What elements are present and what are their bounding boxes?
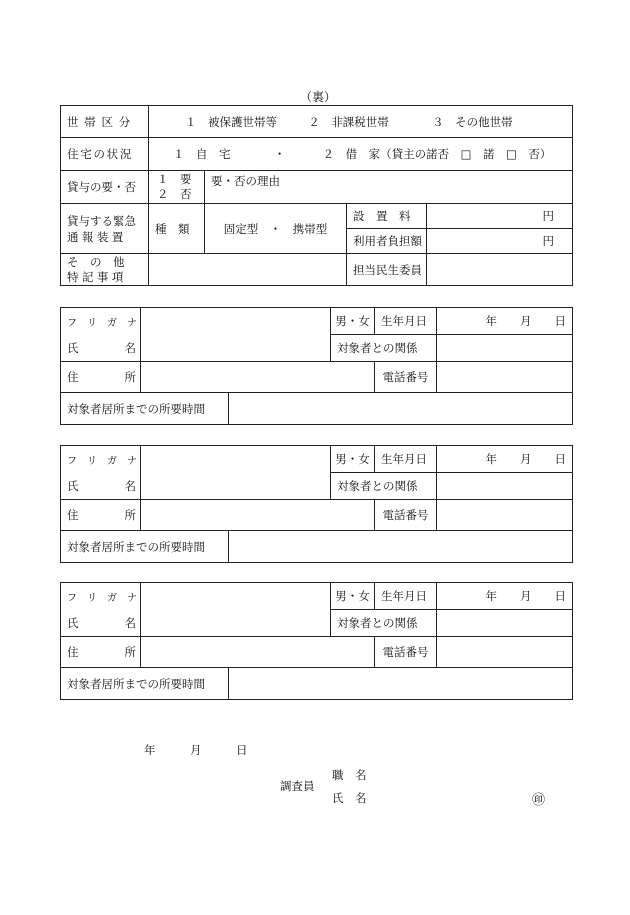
loan-reason-label: 要・否の理由: [211, 174, 280, 188]
name-value: [141, 583, 331, 637]
address-label: 住 所: [61, 362, 141, 393]
household-category-options: [149, 106, 573, 138]
name-sign-label: 氏 名: [332, 791, 367, 805]
household-info-table: [60, 105, 573, 286]
birth-value: 年 月 日: [437, 583, 573, 610]
phone-label: 電話番号: [375, 637, 437, 668]
name-value: [141, 308, 331, 362]
loan-need-label: 貸与の要・否: [61, 171, 149, 204]
address-value: [141, 637, 375, 668]
user-burden-label: 利用者負担額: [347, 229, 427, 254]
household-category-label: 世帯区分: [61, 106, 149, 138]
housing-status-options: [149, 138, 573, 171]
device-type-label: 種 類: [149, 204, 205, 254]
household-option-nontaxable: ２ 非課税世帯: [308, 114, 389, 129]
birth-value: 年 月 日: [437, 308, 573, 335]
sex-label: 男・女: [331, 446, 375, 473]
page-label: （裏）: [300, 90, 337, 104]
loan-reason-cell: [205, 171, 573, 204]
contact-table-1: [60, 307, 573, 425]
user-burden-unit: 円: [427, 229, 573, 254]
other-notes-label: そ の 他 特記事項: [61, 254, 149, 286]
phone-value: [437, 362, 573, 393]
name-label: 氏 名: [61, 610, 141, 637]
relation-label: 対象者との関係: [331, 335, 437, 362]
emergency-device-label: 貸与する緊急 通報装置: [61, 204, 149, 254]
furigana-label: フ リ ガ ナ: [61, 308, 141, 335]
commissioner-value: [427, 254, 573, 286]
travel-time-value: [229, 393, 573, 425]
address-value: [141, 362, 375, 393]
phone-label: 電話番号: [375, 500, 437, 531]
install-fee-label: 設 置 料: [347, 204, 427, 229]
household-option-other: ３ その他世帯: [432, 114, 513, 129]
address-value: [141, 500, 375, 531]
phone-value: [437, 637, 573, 668]
birth-label: 生年月日: [375, 308, 437, 335]
contact-table-2: [60, 445, 573, 563]
loan-option-yes: １ 要: [157, 172, 192, 186]
travel-time-label: 対象者居所までの所要時間: [61, 393, 229, 425]
title-label: 職 名: [332, 768, 367, 782]
footer-date: 年 月 日: [144, 743, 248, 757]
other-notes-value: [149, 254, 347, 286]
phone-label: 電話番号: [375, 362, 437, 393]
furigana-label: フ リ ガ ナ: [61, 446, 141, 473]
relation-value: [437, 335, 573, 362]
birth-value: 年 月 日: [437, 446, 573, 473]
relation-value: [437, 473, 573, 500]
housing-status-label: 住宅の状況: [61, 138, 149, 171]
travel-time-value: [229, 531, 573, 563]
furigana-label: フ リ ガ ナ: [61, 583, 141, 610]
birth-label: 生年月日: [375, 446, 437, 473]
contact-table-3: [60, 582, 573, 700]
sex-label: 男・女: [331, 308, 375, 335]
phone-value: [437, 500, 573, 531]
relation-label: 対象者との関係: [331, 610, 437, 637]
address-label: 住 所: [61, 637, 141, 668]
name-label: 氏 名: [61, 473, 141, 500]
travel-time-label: 対象者居所までの所要時間: [61, 531, 229, 563]
relation-value: [437, 610, 573, 637]
device-type-value: 固定型 ・ 携帯型: [205, 204, 347, 254]
commissioner-label: 担当民生委員: [347, 254, 427, 286]
housing-separator: ・: [273, 147, 286, 161]
household-option-protected: １ 被保護世帯等: [185, 114, 277, 129]
surveyor-label: 調査員: [280, 779, 315, 793]
relation-label: 対象者との関係: [331, 473, 437, 500]
housing-option-own: １ 自 宅: [173, 147, 231, 161]
name-value: [141, 446, 331, 500]
housing-option-rent: ２ 借 家（貸主の諾否 □ 諾 □ 否）: [322, 147, 552, 161]
install-fee-unit: 円: [427, 204, 573, 229]
seal-mark: ㊞: [532, 793, 546, 808]
address-label: 住 所: [61, 500, 141, 531]
travel-time-value: [229, 668, 573, 700]
name-label: 氏 名: [61, 335, 141, 362]
travel-time-label: 対象者居所までの所要時間: [61, 668, 229, 700]
sex-label: 男・女: [331, 583, 375, 610]
birth-label: 生年月日: [375, 583, 437, 610]
loan-option-no: ２ 否: [157, 187, 192, 201]
loan-need-options: [149, 171, 205, 204]
